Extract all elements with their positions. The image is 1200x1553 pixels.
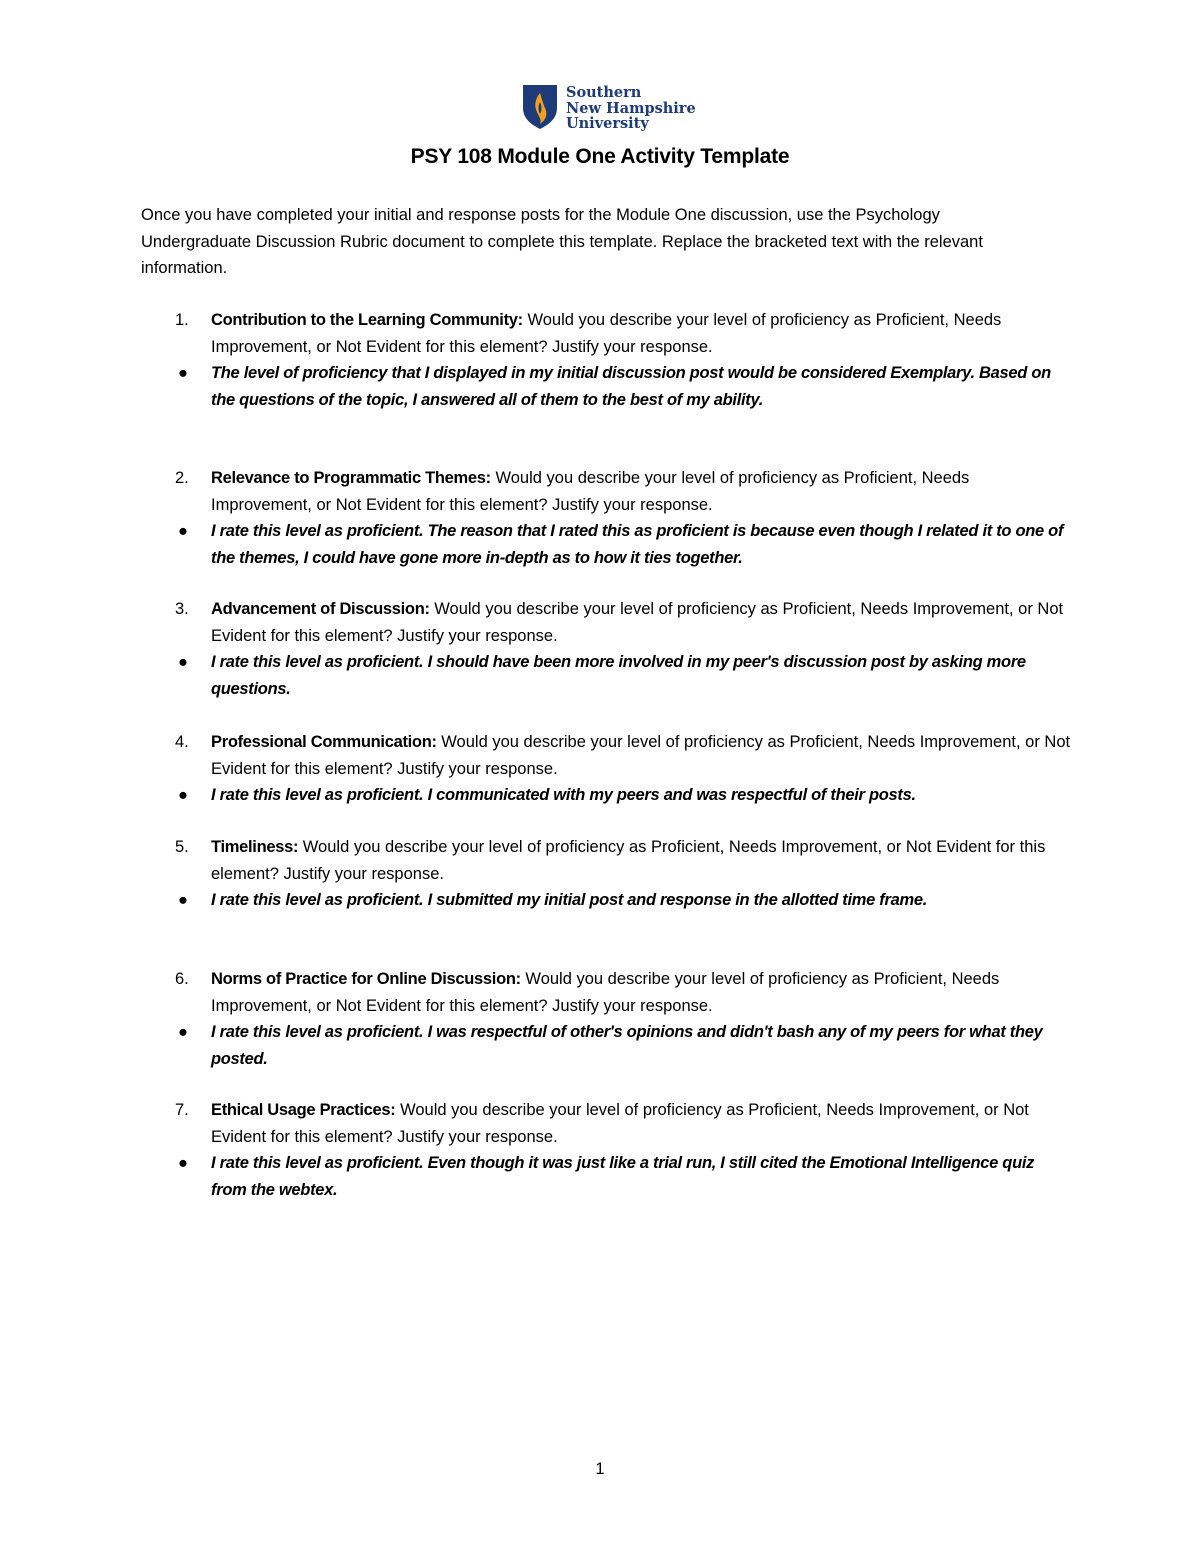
item-label: Professional Communication: xyxy=(211,733,437,751)
logo-line-2: New Hampshire xyxy=(566,99,696,117)
answer xyxy=(141,518,1071,571)
item-question: Would you describe your level of proficiency as Proficient, Needs Improvement, or Not Evident for this element? Justify your response. xyxy=(211,733,1071,778)
item-label: Timeliness: xyxy=(211,838,299,856)
bullet-icon: ● xyxy=(178,653,188,671)
answer xyxy=(141,649,1071,702)
item-question: Would you describe your level of proficiency as Proficient, Needs Improvement, or Not Evident for this element? Justify your response. xyxy=(211,970,1000,1015)
list-item xyxy=(141,307,1071,413)
logo-wordmark xyxy=(566,85,696,132)
list-item xyxy=(141,1097,1071,1203)
item-answer: I rate this level as proficient. I submitted my initial post and response in the allotted time frame. xyxy=(211,891,928,909)
item-answer: I rate this level as proficient. Even though it was just like a trial run, I still cited the Emotional Intelligence quiz from the webtex. xyxy=(211,1154,1035,1199)
item-label: Contribution to the Learning Community: xyxy=(211,311,523,329)
item-question: Would you describe your level of proficiency as Proficient, Needs Improvement, or Not Evident for this element? Justify your response. xyxy=(211,1101,1029,1146)
page-title: PSY 108 Module One Activity Template xyxy=(410,145,790,168)
list-item xyxy=(141,834,1071,914)
logo-line-3: University xyxy=(566,115,649,132)
logo-line-1: Southern xyxy=(566,84,642,101)
item-answer: The level of proficiency that I displayed in my initial discussion post would be considered Exemplary. Based on the questions of the topic, I answered all of them to the best of my ability. xyxy=(211,364,1051,409)
bullet-icon: ● xyxy=(178,1154,188,1172)
item-answer: I rate this level as proficient. I communicated with my peers and was respectful of their posts. xyxy=(211,786,916,804)
item-question: Would you describe your level of proficiency as Proficient, Needs Improvement, or Not Evident for this element? Justify your response. xyxy=(211,838,1046,883)
bullet-icon: ● xyxy=(178,891,188,909)
question xyxy=(141,834,1071,887)
item-question: Would you describe your level of proficiency as Proficient, Needs Improvement, or Not Evident for this element? Justify your response. xyxy=(211,469,970,514)
item-number: 4. xyxy=(175,733,189,751)
item-label: Relevance to Programmatic Themes: xyxy=(211,469,491,487)
item-number: 5. xyxy=(175,838,189,856)
item-number: 7. xyxy=(175,1101,189,1119)
item-label: Ethical Usage Practices: xyxy=(211,1101,396,1119)
question xyxy=(141,596,1071,649)
question xyxy=(141,1097,1071,1150)
intro-paragraph: Once you have completed your initial and response posts for the Module One discussion, use the Psychology Undergraduate Discussion Rubric document to complete this template. Replace the bracketed text with the relevant information. xyxy=(141,206,983,277)
question xyxy=(141,729,1071,782)
page-number: 1 xyxy=(595,1460,605,1478)
list-item xyxy=(141,465,1071,571)
bullet-icon: ● xyxy=(178,364,188,382)
item-label: Advancement of Discussion: xyxy=(211,600,430,618)
item-answer: I rate this level as proficient. I was respectful of other's opinions and didn't bash any of my peers for what they posted. xyxy=(211,1023,1043,1068)
question xyxy=(141,966,1071,1019)
bullet-icon: ● xyxy=(178,522,188,540)
item-question: Would you describe your level of proficiency as Proficient, Needs Improvement, or Not Evident for this element? Justify your response. xyxy=(211,311,1002,356)
question xyxy=(141,307,1071,360)
bullet-icon: ● xyxy=(178,1023,188,1041)
item-number: 1. xyxy=(175,311,189,329)
answer xyxy=(141,1019,1071,1072)
list-item xyxy=(141,729,1071,809)
item-question: Would you describe your level of proficiency as Proficient, Needs Improvement, or Not Evident for this element? Justify your response. xyxy=(211,600,1064,645)
item-answer: I rate this level as proficient. The reason that I rated this as proficient is because even though I related it to one of the themes, I could have gone more in-depth as to how it ties together. xyxy=(211,522,1064,567)
answer xyxy=(141,782,1071,809)
bullet-icon: ● xyxy=(178,786,188,804)
answer xyxy=(141,887,1071,914)
list-item xyxy=(141,966,1071,1072)
item-number: 3. xyxy=(175,600,189,618)
answer xyxy=(141,1150,1071,1203)
question xyxy=(141,465,1071,518)
answer xyxy=(141,360,1071,413)
item-answer: I rate this level as proficient. I should have been more involved in my peer's discussion post by asking more questions. xyxy=(211,653,1026,698)
item-number: 6. xyxy=(175,970,189,988)
list-item xyxy=(141,596,1071,702)
snhu-shield-icon xyxy=(522,84,558,130)
item-number: 2. xyxy=(175,469,189,487)
snhu-logo xyxy=(522,84,696,132)
item-label: Norms of Practice for Online Discussion: xyxy=(211,970,521,988)
